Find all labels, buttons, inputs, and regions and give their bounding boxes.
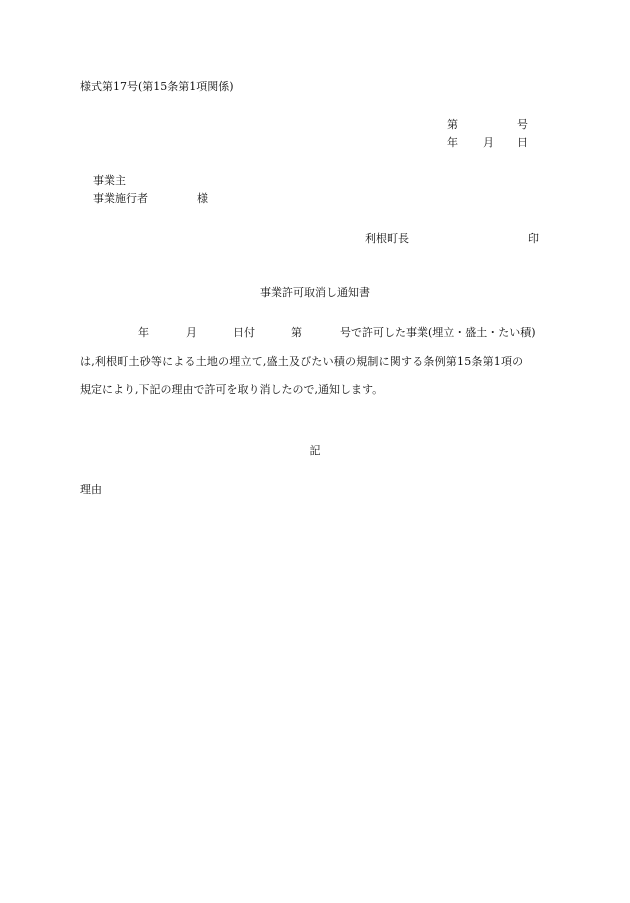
body-date-of-label: 日付: [233, 326, 255, 339]
body-line-3-text: 規定により,下記の理由で許可を取り消したので,通知します。: [80, 383, 384, 396]
reason-label: 理由: [80, 483, 102, 496]
date-year-label: 年: [447, 136, 458, 149]
ki-heading: 記: [309, 444, 321, 457]
date-month-label: 月: [483, 136, 494, 149]
body-line-1-text: 号で許可した事業(埋立・盛土・たい積): [340, 326, 536, 339]
document-title: 事業許可取消し通知書: [260, 286, 370, 299]
body-line-2-text: は,利根町土砂等による土地の埋立て,盛土及びたい積の規制に関する条例第15条第1項の: [80, 355, 524, 368]
recipient-business-owner: 事業主: [93, 174, 126, 187]
date-day-label: 日: [517, 136, 528, 149]
seal-mark: 印: [528, 232, 539, 245]
issue-number-prefix: 第: [447, 118, 458, 131]
recipient-honorific: 様: [197, 192, 208, 205]
body-month-label: 月: [186, 326, 197, 339]
form-number: 様式第17号(第15条第1項関係): [80, 80, 234, 93]
body-number-prefix: 第: [291, 326, 302, 339]
issue-number-suffix: 号: [517, 118, 528, 131]
recipient-operator: 事業施行者: [93, 192, 148, 205]
sender-name: 利根町長: [365, 232, 409, 245]
body-year-label: 年: [138, 326, 149, 339]
